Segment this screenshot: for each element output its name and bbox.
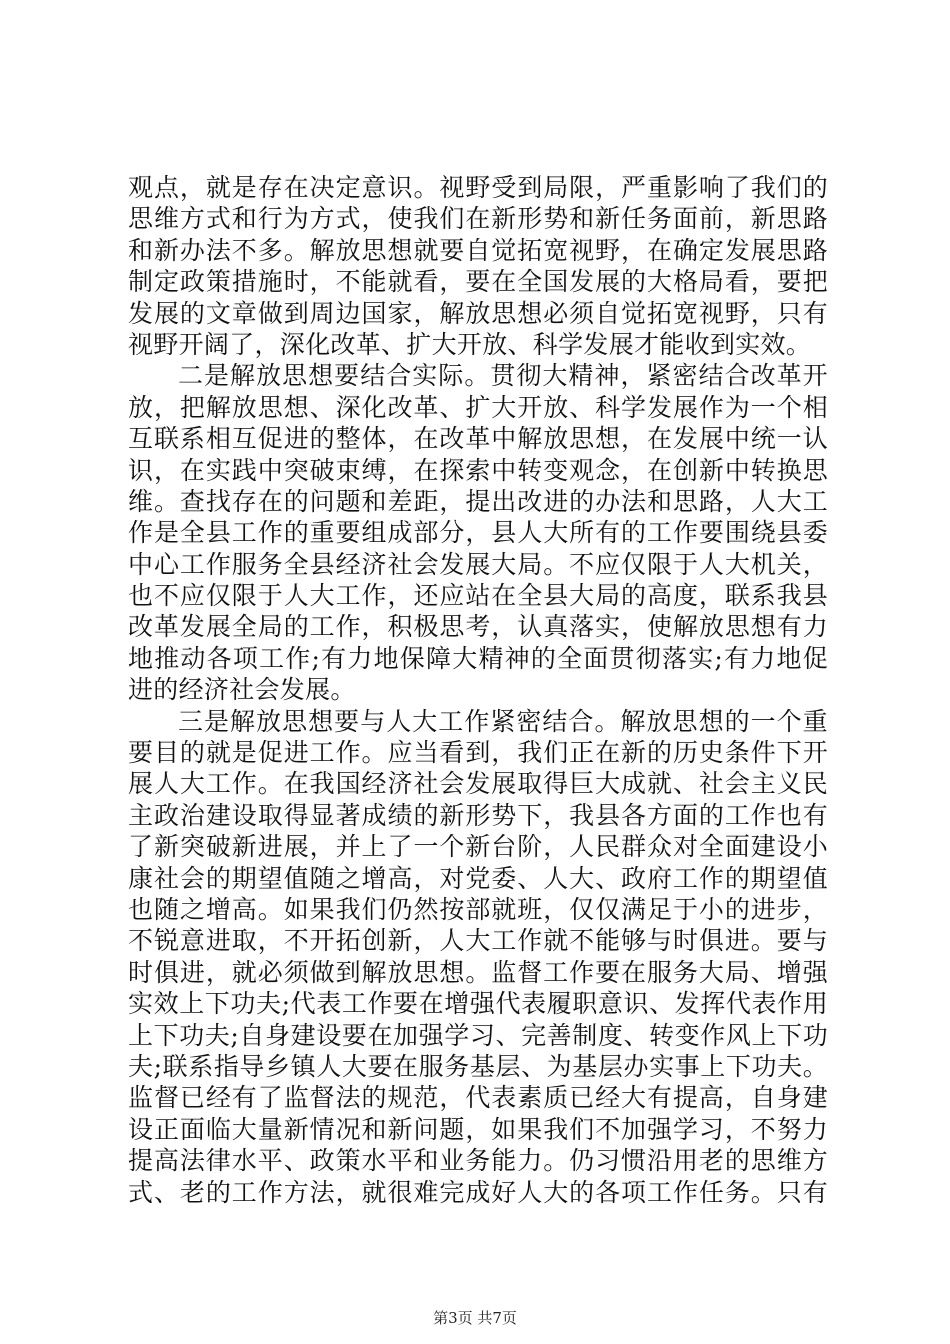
text-line: 也不应仅限于人大工作，还应站在全县大局的高度，联系我县: [128, 581, 828, 611]
document-body: [128, 172, 828, 1208]
text-line: 进的经济社会发展。: [128, 675, 356, 705]
text-line: 提高法律水平、政策水平和业务能力。仍习惯沿用老的思维方: [128, 1146, 828, 1176]
text-line: 监督已经有了监督法的规范，代表素质已经大有提高，自身建: [128, 1083, 828, 1113]
text-line: 式、老的工作方法，就很难完成好人大的各项工作任务。只有: [128, 1177, 828, 1207]
text-line: 设正面临大量新情况和新问题，如果我们不加强学习，不努力: [128, 1114, 828, 1144]
text-line: 作是全县工作的重要组成部分，县人大所有的工作要围绕县委: [128, 518, 828, 548]
text-line: 放，把解放思想、深化改革、扩大开放、科学发展作为一个相: [128, 392, 828, 422]
text-line: 展人大工作。在我国经济社会发展取得巨大成就、社会主义民: [128, 769, 828, 799]
text-line: 要目的就是促进工作。应当看到，我们正在新的历史条件下开: [128, 738, 828, 768]
text-line: 夫;联系指导乡镇人大要在服务基层、为基层办实事上下功夫。: [128, 1051, 828, 1081]
text-line: 时俱进，就必须做到解放思想。监督工作要在服务大局、增强: [128, 957, 828, 987]
text-line: 中心工作服务全县经济社会发展大局。不应仅限于人大机关，: [128, 549, 828, 579]
text-line: 也随之增高。如果我们仍然按部就班，仅仅满足于小的进步，: [128, 894, 828, 924]
text-line: 上下功夫;自身建设要在加强学习、完善制度、转变作风上下功: [128, 1020, 828, 1050]
text-line: 了新突破新进展，并上了一个新台阶，人民群众对全面建设小: [128, 832, 828, 862]
text-line: 主政治建设取得显著成绩的新形势下，我县各方面的工作也有: [128, 800, 828, 830]
text-line: 地推动各项工作;有力地保障大精神的全面贯彻落实;有力地促: [128, 643, 828, 673]
text-line: 改革发展全局的工作，积极思考，认真落实，使解放思想有力: [128, 612, 828, 642]
text-line: 观点，就是存在决定意识。视野受到局限，严重影响了我们的: [128, 173, 828, 202]
text-line: 视野开阔了，深化改革、扩大开放、科学发展才能收到实效。: [128, 329, 812, 359]
text-line: 思维方式和行为方式，使我们在新形势和新任务面前，新思路: [128, 204, 828, 234]
text-line: 和新办法不多。解放思想就要自觉拓宽视野，在确定发展思路: [128, 235, 828, 265]
text-line: 维。查找存在的问题和差距，提出改进的办法和思路，人大工: [128, 486, 828, 516]
page-footer: 第3页 共7页: [433, 1309, 517, 1327]
text-line: 互联系相互促进的整体，在改革中解放思想，在发展中统一认: [128, 424, 828, 454]
text-line: 识，在实践中突破束缚，在探索中转变观念，在创新中转换思: [128, 455, 828, 485]
text-line: 制定政策措施时，不能就看，要在全国发展的大格局看，要把: [128, 267, 828, 297]
text-line: 康社会的期望值随之增高，对党委、人大、政府工作的期望值: [128, 863, 828, 893]
text-line: 实效上下功夫;代表工作要在增强代表履职意识、发挥代表作用: [128, 989, 828, 1019]
text-line: 发展的文章做到周边国家，解放思想必须自觉拓宽视野，只有: [128, 298, 828, 328]
text-line: 三是解放思想要与人大工作紧密结合。解放思想的一个重: [178, 706, 828, 736]
text-line: 不锐意进取，不开拓创新，人大工作就不能够与时俱进。要与: [128, 926, 828, 956]
text-line: 二是解放思想要结合实际。贯彻大精神，紧密结合改革开: [178, 361, 828, 391]
